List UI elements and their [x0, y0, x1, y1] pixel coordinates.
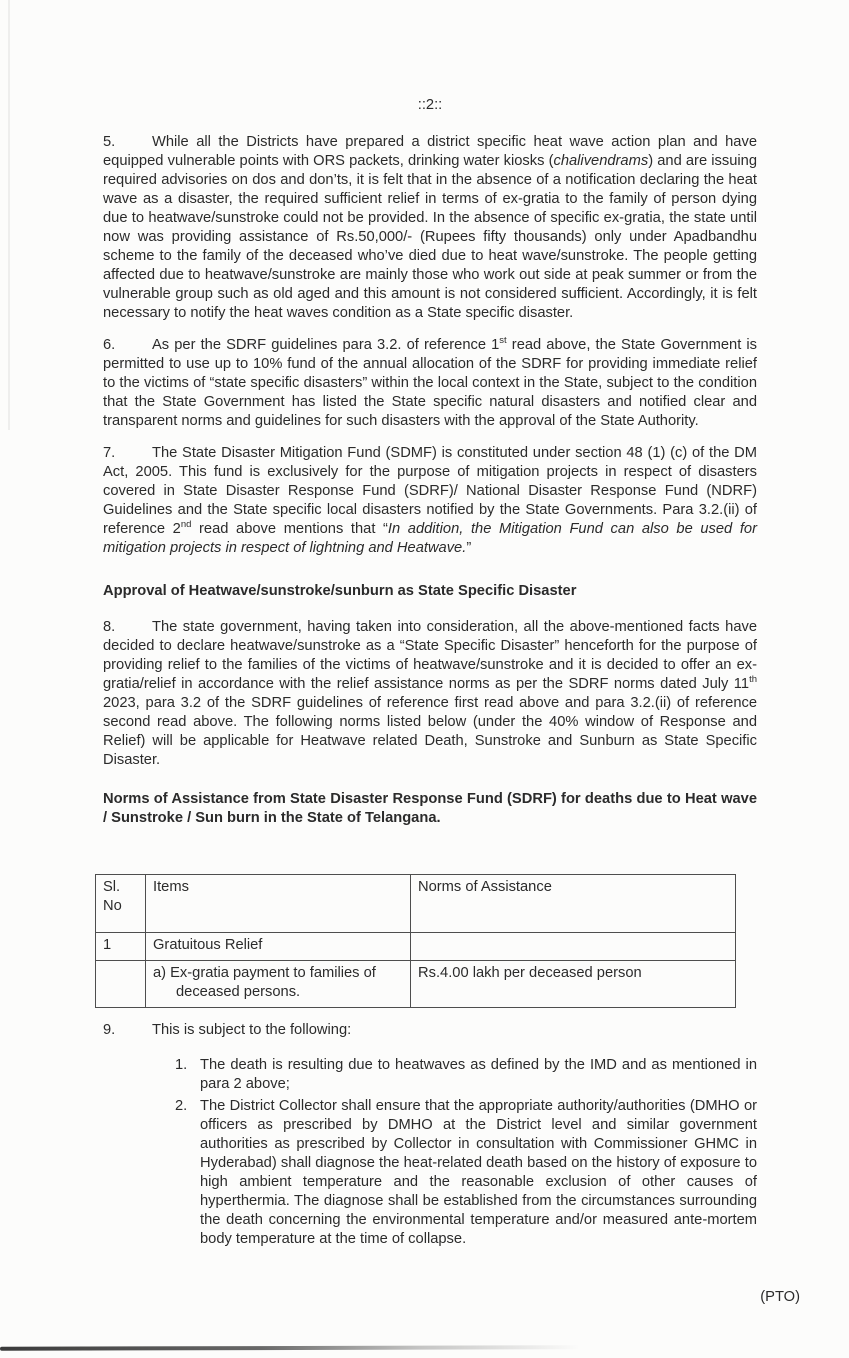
paragraph-9	[103, 1021, 757, 1040]
table-header-items: Items	[146, 875, 411, 933]
paragraph-8-text: The state government, having taken into consideration, all the above-mentioned facts have decided to declare heatwave/sunstroke as a “State Specific Disaster” henceforth for the purpose of providing relief to the families of the victims of heatwave/sunstroke and it is decided to offer an ex-gratia/relief in accordance with the relief assistance norms as per the SDRF norms dated July 11th 2023, para 3.2 of the SDRF guidelines of reference first read above and para 3.2.(ii) of reference second read above. The following norms listed below (under the 40% window of Response and Relief) will be applicable for Heatwave related Death, Sunstroke and Sunburn as State Specific Disaster.	[103, 619, 757, 768]
paragraph-8-number: 8.	[103, 619, 116, 635]
document-content	[103, 96, 757, 1252]
table-cell-item: a) Ex-gratia payment to families of deceased persons.	[146, 961, 411, 1008]
paragraph-8	[103, 618, 757, 770]
paragraph-9-number: 9.	[103, 1022, 116, 1038]
table-cell-norm: Rs.4.00 lakh per deceased person	[411, 961, 736, 1008]
page-number: ::2::	[417, 97, 443, 113]
list-item-text: The death is resulting due to heatwaves as defined by the IMD and as mentioned in para 2 above;	[200, 1057, 757, 1092]
paragraph-7	[103, 444, 757, 558]
scan-artifact-left-line	[8, 0, 10, 430]
table-header-norms: Norms of Assistance	[411, 875, 736, 933]
list-item-text: The District Collector shall ensure that the appropriate authority/authorities (DMHO or officers as prescribed by DMHO at the District level and similar government authorities as prescribed by Collector in consultation with Commissioner GHMC in Hyderabad) shall diagnose the heat-related death based on the history of exposure to high ambient temperature and the reasonable exclusion of other causes of hyperthermia. The diagnose shall be established from the circumstances surrounding the death concerning the environmental temperature and/or measured ante-mortem body temperature at the time of collapse.	[200, 1098, 757, 1247]
table-header-row	[96, 875, 736, 933]
table-row	[96, 961, 736, 1008]
paragraph-5	[103, 133, 757, 323]
paragraph-6-text: As per the SDRF guidelines para 3.2. of reference 1st read above, the State Government is permitted to use up to 10% fund of the annual allocation of the SDRF for providing immediate relief to the victims of “state specific disasters” within the local context in the State, subject to the condition that the State Government has listed the State specific natural disasters and notified clear and transparent norms and guidelines for such disasters with the approval of the State Authority.	[103, 335, 757, 429]
table-cell-norm	[411, 933, 736, 961]
pto-footer-note: (PTO)	[760, 1289, 800, 1305]
list-item	[175, 1056, 757, 1094]
table-row	[96, 933, 736, 961]
table-cell-item: Gratuitous Relief	[146, 933, 411, 961]
paragraph-5-number: 5.	[103, 134, 116, 150]
paragraph-7-text: The State Disaster Mitigation Fund (SDMF) is constituted under section 48 (1) (c) of the DM Act, 2005. This fund is exclusively for the purpose of mitigation projects in respect of disasters covered in State Disaster Response Fund (SDRF)/ National Disaster Response Fund (NDRF) Guidelines and the State specific local disasters notified by the State Governments. Para 3.2.(ii) of reference 2nd read above mentions that “In addition, the Mitigation Fund can also be used for mitigation projects in respect of lightning and Heatwave.”	[103, 445, 757, 556]
list-item-number: 1.	[175, 1057, 188, 1073]
table-header-sl-no: Sl. No	[96, 875, 146, 933]
norms-of-assistance-table	[95, 874, 736, 1008]
list-item	[175, 1097, 757, 1249]
table-cell-sl: 1	[96, 933, 146, 961]
section-heading-approval: Approval of Heatwave/sunstroke/sunburn as State Specific Disaster	[103, 583, 577, 599]
paragraph-6	[103, 336, 757, 431]
table-cell-sl	[96, 961, 146, 1008]
list-item-number: 2.	[175, 1098, 188, 1114]
paragraph-6-number: 6.	[103, 337, 116, 353]
paragraph-9-text: This is subject to the following:	[152, 1022, 352, 1038]
paragraph-5-text: While all the Districts have prepared a district specific heat wave action plan and have equipped vulnerable points with ORS packets, drinking water kiosks (chalivendrams) and are issuing required advisories on dos and don’ts, it is felt that in the absence of a notification declaring the heat wave as a disaster, the required sufficient relief in terms of ex-gratia to the family of person dying due to heatwave/sunstroke could not be provided. In the absence of specific ex-gratia, the state until now was providing assistance of Rs.50,000/- (Rupees fifty thousands) only under Apadbandhu scheme to the family of the deceased who’ve died due to heat wave/sunstroke. The people getting affected due to heatwave/sunstroke are mainly those who work out side at peak summer or from the vulnerable group such as old aged and this amount is not considered sufficient. Accordingly, it is felt necessary to notify the heat waves condition as a State specific disaster.	[103, 134, 757, 321]
scan-artifact-bottom-line	[0, 1345, 580, 1351]
paragraph-7-number: 7.	[103, 445, 116, 461]
conditions-list	[175, 1056, 757, 1249]
norms-heading: Norms of Assistance from State Disaster Response Fund (SDRF) for deaths due to Heat wave / Sunstroke / Sun burn in the State of Telangana.	[103, 791, 757, 826]
